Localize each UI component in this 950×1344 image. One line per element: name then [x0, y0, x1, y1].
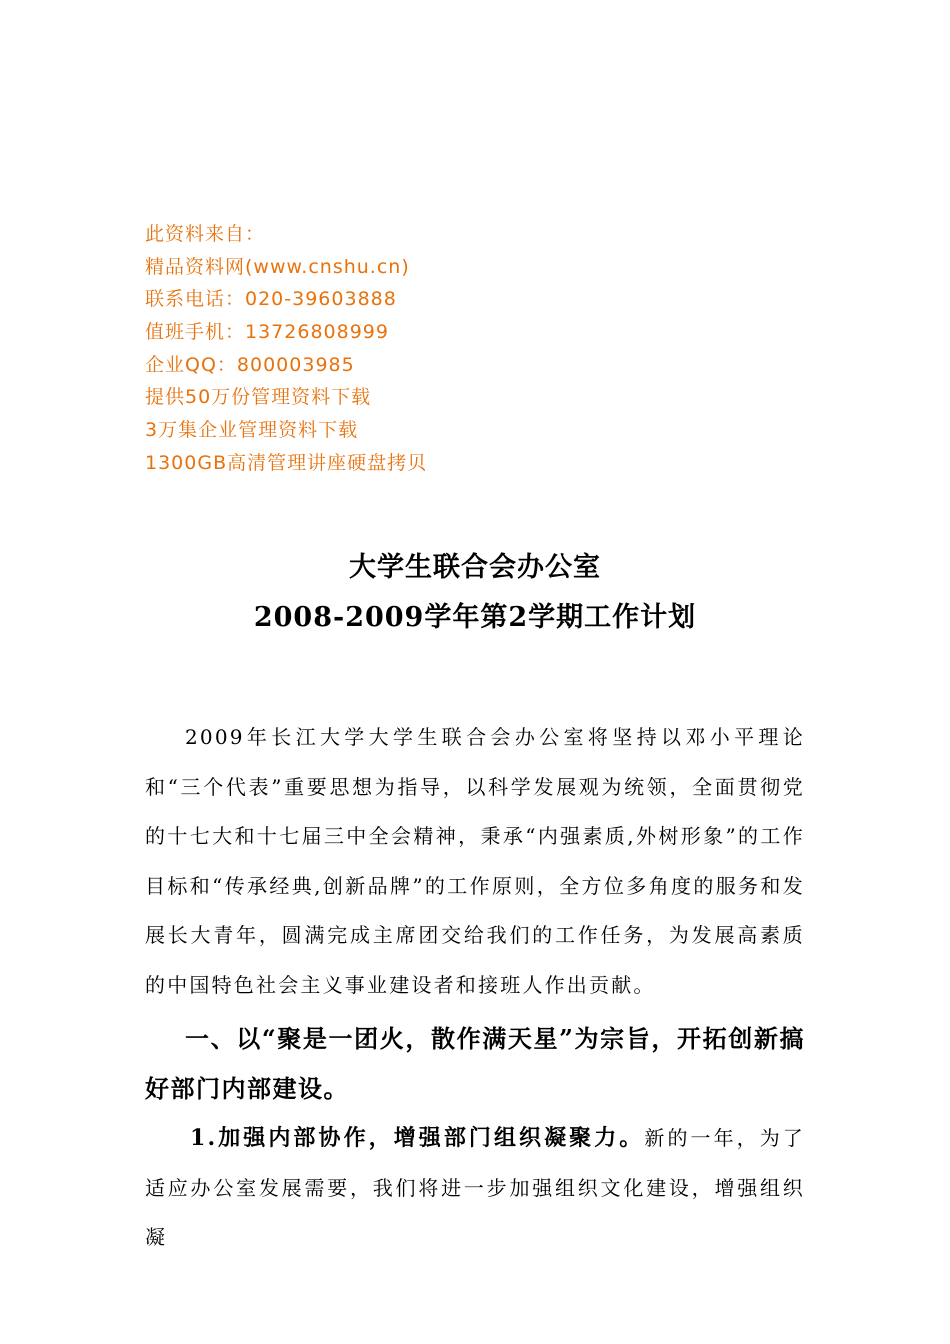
source-offer-2: 3万集企业管理资料下载 [145, 419, 359, 442]
source-website: 精品资料网(www.cnshu.cn) [145, 255, 410, 278]
item-paragraph-1 [145, 1114, 805, 1263]
document-subtitle: 2008-2009学年第2学期工作计划 [253, 602, 697, 633]
document-title: 大学生联合会办公室 [349, 552, 601, 583]
source-info-block [145, 220, 625, 482]
source-intro: 此资料来自： [145, 223, 266, 245]
source-offer-3: 1300GB高清管理讲座硬盘拷贝 [145, 451, 428, 474]
item-text-1: 新的一年，为了适应办公室发展需要，我们将进一步加强组织文化建设，增强组织凝 [145, 1126, 805, 1249]
item-lead-1: 1.加强内部协作，增强部门组织凝聚力。 [190, 1125, 645, 1151]
source-phone: 联系电话：020-39603888 [145, 288, 397, 311]
source-qq: 企业QQ：800003985 [145, 353, 355, 376]
section-heading-1: 一、以“聚是一团火，散作满天星”为宗旨，开拓创新搞好部门内部建设。 [145, 1024, 805, 1103]
intro-paragraph: 2009年长江大学大学生联合会办公室将坚持以邓小平理论和“三个代表”重要思想为指导，以科学发展观为统领，全面贯彻党的十七大和十七届三中全会精神，秉承“内强素质,外树形象”的工作目标和“传承经典,创新品牌”的工作原则，全方位多角度的服务和发展长大青年，圆满完成主席团交给我们的工作任务，为发展高素质的中国特色社会主义事业建设者和接班人作出贡献。 [145, 725, 805, 997]
source-mobile: 值班手机：13726808999 [145, 321, 389, 344]
source-offer-1: 提供50万份管理资料下载 [145, 386, 372, 409]
